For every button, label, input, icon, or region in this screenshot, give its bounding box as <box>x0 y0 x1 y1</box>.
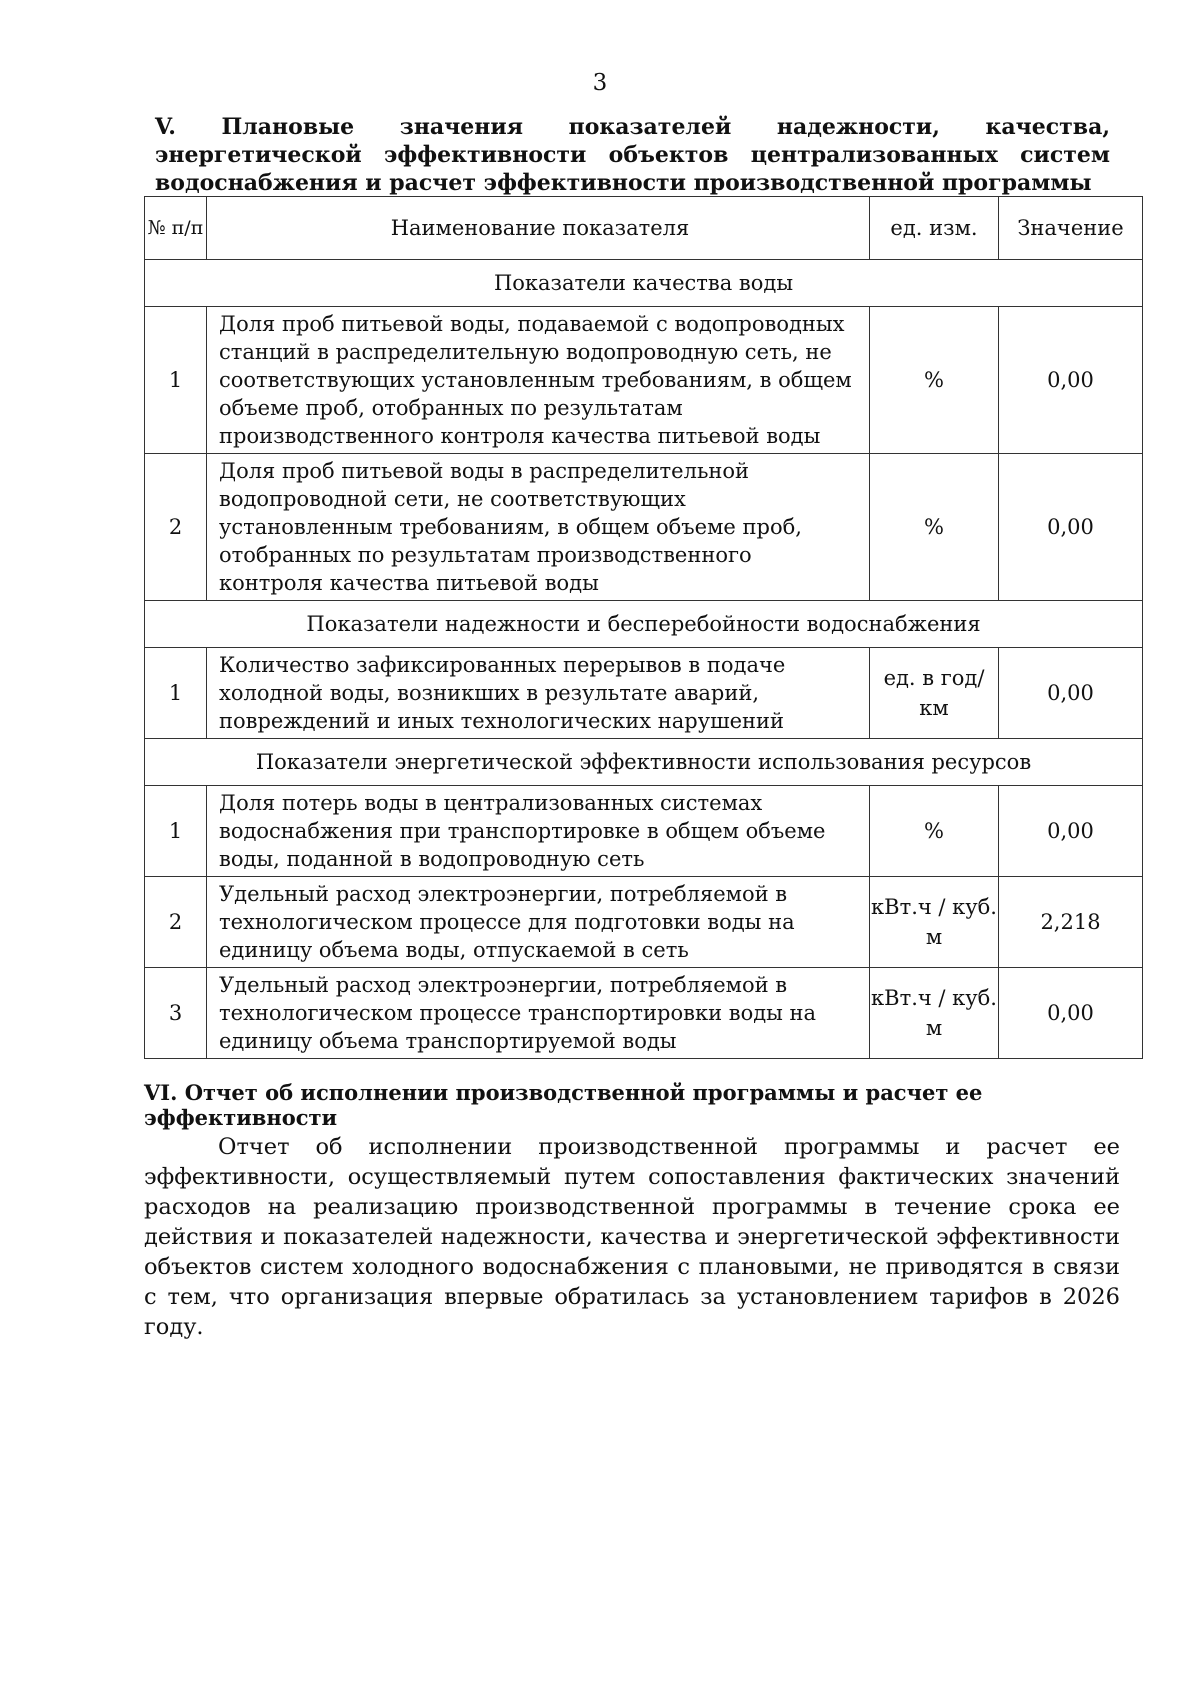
row-unit: % <box>870 454 999 601</box>
group-title: Показатели энергетической эффективности использования ресурсов <box>145 739 1143 786</box>
section-v-title: V. Плановые значения показателей надежности, качества, энергетической эффективности объектов централизованных систем водоснабжения и расчет эффективности производственной программы <box>155 114 1110 196</box>
row-value: 0,00 <box>999 786 1143 877</box>
group-title: Показатели качества воды <box>145 260 1143 307</box>
header-value: Значение <box>999 197 1143 260</box>
row-num: 3 <box>145 968 207 1059</box>
table-row <box>145 786 1143 877</box>
table-row <box>145 454 1143 601</box>
row-unit: кВт.ч / куб. м <box>870 968 999 1059</box>
group-title: Показатели надежности и бесперебойности водоснабжения <box>145 601 1143 648</box>
indicators-table <box>144 196 1143 1059</box>
section-vi-title: VI. Отчет об исполнении производственной программы и расчет ее эффективности <box>144 1080 983 1130</box>
row-num: 2 <box>145 454 207 601</box>
row-unit: кВт.ч / куб. м <box>870 877 999 968</box>
row-num: 1 <box>145 648 207 739</box>
row-name: Доля потерь воды в централизованных системах водоснабжения при транспортировке в общем объеме воды, поданной в водопроводную сеть <box>207 786 870 877</box>
row-num: 1 <box>145 786 207 877</box>
row-num: 1 <box>145 307 207 454</box>
indicators-table-wrapper <box>144 196 1124 1059</box>
table-header-row <box>145 197 1143 260</box>
group-row-quality <box>145 260 1143 307</box>
row-num: 2 <box>145 877 207 968</box>
table-row <box>145 307 1143 454</box>
row-name: Удельный расход электроэнергии, потребляемой в технологическом процессе транспортировки воды на единицу объема транспортируемой воды <box>207 968 870 1059</box>
row-value: 0,00 <box>999 968 1143 1059</box>
row-value: 0,00 <box>999 648 1143 739</box>
row-value: 0,00 <box>999 307 1143 454</box>
row-value: 2,218 <box>999 877 1143 968</box>
row-name: Доля проб питьевой воды в распределительной водопроводной сети, не соответствующих установленным требованиям, в общем объеме проб, отобранных по результатам производственного контроля качества питьевой воды <box>207 454 870 601</box>
header-unit: ед. изм. <box>870 197 999 260</box>
section-vi-paragraph: Отчет об исполнении производственной программы и расчет ее эффективности, осуществляемый путем сопоставления фактических значений расходов на реализацию производственной программы в течение срока ее действия и показателей надежности, качества и энергетической эффективности объектов систем холодного водоснабжения с плановыми, не приводятся в связи с тем, что организация впервые обратилась за установлением тарифов в 2026 году. <box>144 1134 1120 1340</box>
row-unit: ед. в год/ км <box>870 648 999 739</box>
row-name: Доля проб питьевой воды, подаваемой с водопроводных станций в распределительную водопроводную сеть, не соответствующих установленным требованиям, в общем объеме проб, отобранных по результатам производственного контроля качества питьевой воды <box>207 307 870 454</box>
header-name: Наименование показателя <box>207 197 870 260</box>
table-row <box>145 877 1143 968</box>
row-unit: % <box>870 307 999 454</box>
table-row <box>145 968 1143 1059</box>
row-name: Количество зафиксированных перерывов в подаче холодной воды, возникших в результате аварий, повреждений и иных технологических нарушений <box>207 648 870 739</box>
row-unit: % <box>870 786 999 877</box>
table-row <box>145 648 1143 739</box>
group-row-energy <box>145 739 1143 786</box>
group-row-reliability <box>145 601 1143 648</box>
header-num: № п/п <box>145 197 207 260</box>
page-number: 3 <box>592 70 608 96</box>
row-value: 0,00 <box>999 454 1143 601</box>
row-name: Удельный расход электроэнергии, потребляемой в технологическом процессе для подготовки воды на единицу объема воды, отпускаемой в сеть <box>207 877 870 968</box>
